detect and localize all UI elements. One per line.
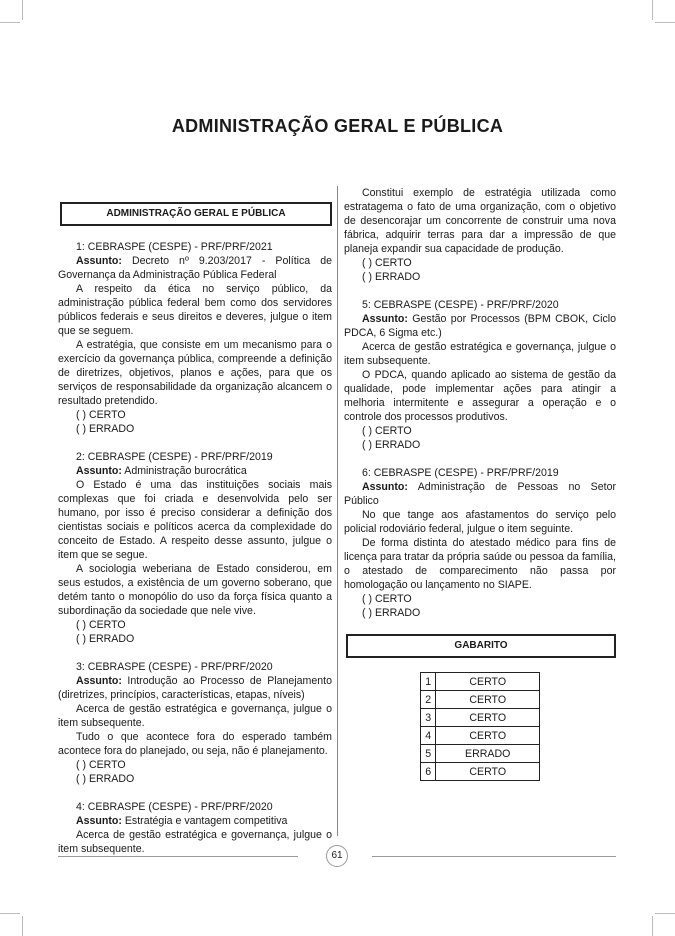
crop-mark	[22, 916, 23, 936]
question-statement: Tudo o que acontece fora do esperado também acontece fora do planejado, ou seja, não é planejamento.	[58, 731, 332, 757]
option-errado[interactable]: ( ) ERRADO	[76, 423, 135, 435]
option-certo[interactable]: ( ) CERTO	[76, 619, 126, 631]
section-heading: ADMINISTRAÇÃO GERAL E PÚBLICA	[60, 202, 332, 226]
question-statement: De forma distinta do atestado médico para fins de licença para tratar da própria saúde ou pessoa da família, o atestado de comparecimento não passa por homologação ou lançamento no SIAPE.	[344, 537, 616, 591]
question-subject: Assunto: Administração burocrática	[76, 465, 247, 477]
question-statement: Acerca de gestão estratégica e governança, julgue o item subsequente.	[344, 341, 616, 367]
table-row: 3 CERTO	[421, 709, 540, 727]
question-subject: Assunto: Estratégia e vantagem competitiva	[76, 815, 288, 827]
question-subject: Assunto: Administração de Pessoas no Setor Público	[344, 481, 616, 507]
crop-mark	[0, 913, 20, 914]
question-header: 6: CEBRASPE (CESPE) - PRF/PRF/2019	[362, 467, 559, 479]
question-statement: Constitui exemplo de estratégia utilizada como estratagema o fato de uma organização, com o objetivo de desencorajar um concorrente de construir uma nova fábrica, adquirir terras para dar a impressão de que planeja expandir sua capacidade de produção.	[344, 187, 616, 255]
question-4-continued	[344, 186, 616, 284]
question-header: 3: CEBRASPE (CESPE) - PRF/PRF/2020	[76, 661, 273, 673]
question-statement: A respeito da ética no serviço público, da administração pública federal bem como dos servidores públicos federais e seus direitos e deveres, julgue o item que se seguem.	[58, 283, 332, 337]
left-column	[58, 202, 332, 870]
question-header: 4: CEBRASPE (CESPE) - PRF/PRF/2020	[76, 801, 273, 813]
question-4	[58, 800, 332, 856]
option-certo[interactable]: ( ) CERTO	[362, 257, 412, 269]
question-6	[344, 466, 616, 620]
table-row: 2 CERTO	[421, 691, 540, 709]
option-certo[interactable]: ( ) CERTO	[362, 593, 412, 605]
option-errado[interactable]: ( ) ERRADO	[76, 633, 135, 645]
question-statement: O Estado é uma das instituições sociais mais complexas que foi criada e desenvolvida pelo ser humano, por isso é preciso considerar a definição dos cientistas sociais e políticos acerca da complexidade do conceito de Estado. A respeito desse assunto, julgue o item que se segue.	[58, 479, 332, 561]
table-row: 6 CERTO	[421, 763, 540, 781]
question-subject: Assunto: Decreto nº 9.203/2017 - Política de Governança da Administração Pública Federal	[58, 255, 332, 281]
crop-mark	[0, 22, 20, 23]
option-errado[interactable]: ( ) ERRADO	[76, 773, 135, 785]
footer-rule-right	[372, 856, 616, 857]
page-title: ADMINISTRAÇÃO GERAL E PÚBLICA	[171, 116, 504, 136]
page-number: 61	[326, 845, 348, 867]
option-errado[interactable]: ( ) ERRADO	[362, 607, 421, 619]
table-row: 4 CERTO	[421, 727, 540, 745]
question-2	[58, 450, 332, 646]
question-header: 5: CEBRASPE (CESPE) - PRF/PRF/2020	[362, 299, 559, 311]
question-statement: No que tange aos afastamentos do serviço pelo policial rodoviário federal, julgue o item seguinte.	[344, 509, 616, 535]
option-certo[interactable]: ( ) CERTO	[76, 409, 126, 421]
crop-mark	[655, 22, 675, 23]
option-errado[interactable]: ( ) ERRADO	[362, 271, 421, 283]
crop-mark	[652, 0, 653, 20]
question-statement: A sociologia weberiana de Estado considerou, em seus estudos, a existência de um governo soberano, que detém tanto o monopólio do uso da força física quanto a subordinação da sociedade que nele vive.	[58, 563, 332, 617]
question-5	[344, 298, 616, 452]
question-subject: Assunto: Introdução ao Processo de Planejamento (diretrizes, princípios, características, etapas, níveis)	[58, 675, 332, 701]
question-header: 2: CEBRASPE (CESPE) - PRF/PRF/2019	[76, 451, 273, 463]
crop-mark	[655, 913, 675, 914]
option-certo[interactable]: ( ) CERTO	[76, 759, 126, 771]
crop-mark	[652, 916, 653, 936]
question-3	[58, 660, 332, 786]
question-statement: O PDCA, quando aplicado ao sistema de gestão da qualidade, pode implementar ações para atingir a melhoria intermitente e assegurar a operação e o controle dos processos produtivos.	[344, 369, 616, 423]
column-divider	[337, 186, 338, 836]
option-errado[interactable]: ( ) ERRADO	[362, 439, 421, 451]
gabarito-heading: GABARITO	[346, 634, 616, 658]
right-column	[344, 186, 616, 781]
question-statement: Acerca de gestão estratégica e governança, julgue o item subsequente.	[58, 829, 332, 855]
question-header: 1: CEBRASPE (CESPE) - PRF/PRF/2021	[76, 241, 273, 253]
question-statement: Acerca de gestão estratégica e governança, julgue o item subsequente.	[58, 703, 332, 729]
question-statement: A estratégia, que consiste em um mecanismo para o exercício da governança pública, compreende a definição de diretrizes, objetivos, planos e ações, para que os serviços de responsabilidade da organização alcancem o resultado pretendido.	[58, 339, 332, 407]
table-row: 1 CERTO	[421, 673, 540, 691]
option-certo[interactable]: ( ) CERTO	[362, 425, 412, 437]
footer-rule-left	[58, 856, 298, 857]
question-1	[58, 240, 332, 436]
gabarito-table	[420, 672, 540, 781]
crop-mark	[22, 0, 23, 20]
question-subject: Assunto: Gestão por Processos (BPM CBOK, Ciclo PDCA, 6 Sigma etc.)	[344, 313, 617, 339]
table-row: 5 ERRADO	[421, 745, 540, 763]
